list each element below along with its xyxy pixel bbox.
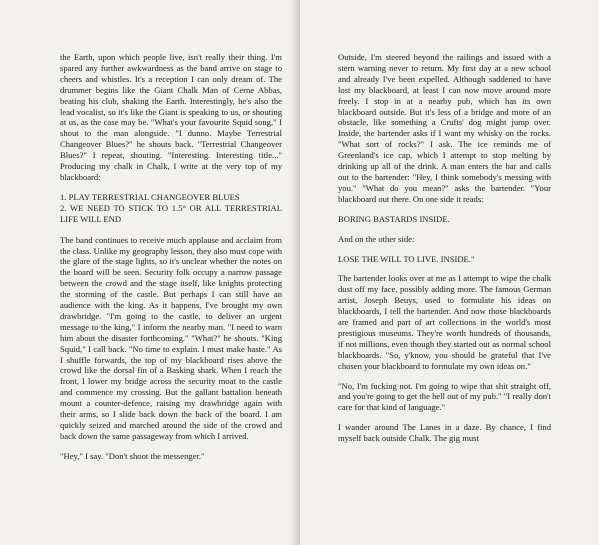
right-page [300, 0, 599, 545]
left-page-text [60, 52, 282, 462]
paragraph: The band continues to receive much applause and acclaim from the class. Unlike my geography lesson, they also must cope with the glare of the stage lights, so it's unclear whether the notes on the board will be seen. Security folk occupy a narrow passage between the crowd and the stage itself, like knights protecting the storming of the castle. But perhaps I can still have an audience with the king. As it happens, I've brought my own drawbridge. "I'm going to the castle, to deliver an urgent message to the king," I inform the nearby man. "I need to warn him about the disaster forthcoming." "What?" he shouts. "King Squid," I call back. "No time to explain. I must make haste." As I shuffle forwards, the top of my blackboard rises above the crowd like the dorsal fin of a Basking shark. When I reach the front, I lower my bridge across the security moat to the castle and commence my crossing. But the gallant battalion beneath mount a counter-defence, raising my drawbridge again with their arms, so I slide back down the back of the board. I am quickly seized and marched around the side of the crowd and back down the same passageway from which I arrived. [60, 234, 282, 441]
list-item: 1. PLAY TERRESTRIAL CHANGEOVER BLUES [60, 191, 240, 202]
paragraph: The bartender looks over at me as I attempt to wipe the chalk dust off my face, possibly adding more. The famous German artist, Joseph Beuys, used to formulate his ideas on blackboards, I tell the bartender. And now those blackboards are framed and part of art collections in the world's most prestigious museums. They're worth hundreds of thousands, if not millions, even though they started out as normal school blackboards. "So, y'know, you should be grateful that I've chosen your blackboard to formulate my own ideas on." [338, 273, 551, 371]
right-page-text [338, 52, 551, 444]
paragraph: Outside, I'm steered beyond the railings and issued with a stern warning never to return. My first day at a new school and already I've been expelled. Although saddened to have lost my blackboard, at least I can now move around more freely. I stop in at a nearby pub, which has its own blackboard outside. But it's less of a bridge and more of an obstacle, like something a Crufts' dog might jump over. Inside, the bartender asks if I want my whisky on the rocks. "What sort of rocks?" I ask. The ice reminds me of Greenland's ice cap, which I attempt to stop melting by drinking up all of the drink. A man enters the bar and calls out to the bartender: "Hey, I think somebody's messing with you." "What do you mean?" asks the bartender. "Your blackboard out there. On one side it reads: [338, 52, 551, 204]
paragraph: I wander around The Lanes in a daze. By chance, I find myself back outside Chalk. The gig must [338, 422, 551, 444]
paragraph: "Hey," I say. "Don't shoot the messenger." [60, 450, 205, 461]
paragraph: the Earth, upon which people live, isn't really their thing. I'm spared any further awkwardness as the band arrive on stage to cheers and whistles. It's a reception I can only dream of. The drummer begins like the Giant Chalk Man of Cerne Abbas, beating his club, shaking the Earth. Interestingly, he's also the lead vocalist, so it's like the Giant is speaking to us, or shouting at us, as the case may be. "What's your favourite Squid song," I shout to the man alongside. "I dunno. Maybe Terrestrial Changeover Blues?" he shouts back. "Terrestrial Changeover Blues?" I repeat, shouting. "Interesting. Interesting title..." Producing my chalk in Chalk, I write at the very top of my blackboard: [60, 52, 282, 182]
blackboard-list [60, 192, 282, 225]
paragraph: "No, I'm fucking not. I'm going to wipe that shit straight off, and you're going to get the hell out of my pub." "I really don't care for that kind of language." [338, 380, 551, 413]
paragraph: LOSE THE WILL TO LIVE. INSIDE." [338, 253, 475, 264]
left-page [0, 0, 298, 545]
paragraph: BORING BASTARDS INSIDE. [338, 213, 450, 224]
paragraph: And on the other side: [338, 233, 415, 244]
list-item: 2. WE NEED TO STICK TO 1.5° OR ALL TERRESTRIAL LIFE WILL END [60, 202, 282, 224]
